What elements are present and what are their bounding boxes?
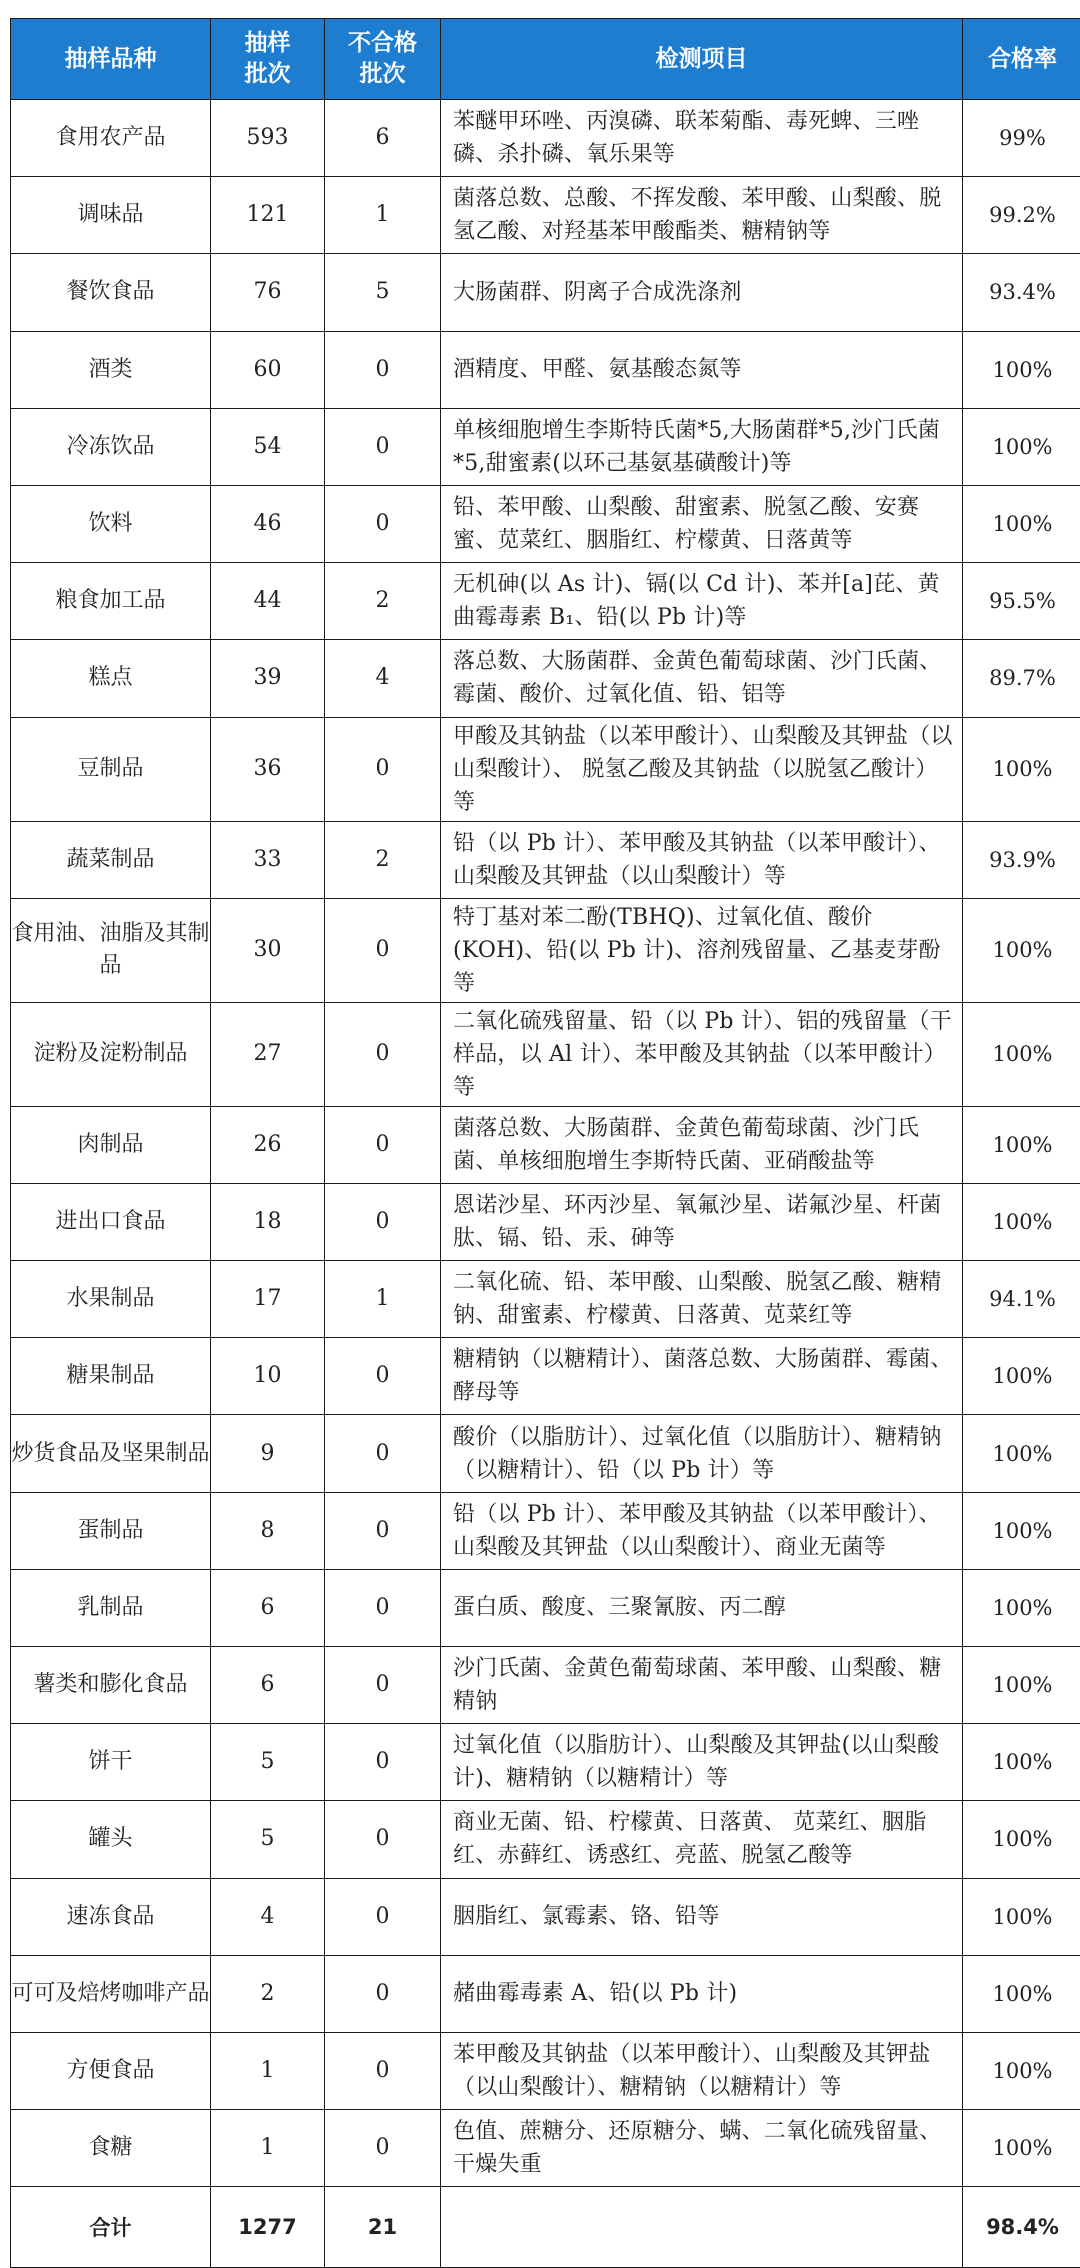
cell-failed: 2 bbox=[325, 563, 441, 640]
cell-category: 炒货食品及坚果制品 bbox=[11, 1415, 211, 1492]
header-sampled-line1: 抽样 bbox=[245, 30, 291, 56]
cell-items: 苯醚甲环唑、丙溴磷、联苯菊酯、毒死蜱、三唑磷、杀扑磷、氧乐果等 bbox=[441, 100, 963, 177]
cell-sampled: 46 bbox=[211, 485, 325, 562]
header-rate: 合格率 bbox=[963, 19, 1080, 100]
table-header bbox=[11, 19, 1080, 100]
cell-category: 速冻食品 bbox=[11, 1878, 211, 1955]
cell-rate: 100% bbox=[963, 1002, 1080, 1106]
cell-rate: 100% bbox=[963, 1724, 1080, 1801]
cell-rate: 100% bbox=[963, 2032, 1080, 2109]
cell-failed: 0 bbox=[325, 1878, 441, 1955]
total-items bbox=[441, 2187, 963, 2268]
cell-items: 铅（以 Pb 计）、苯甲酸及其钠盐（以苯甲酸计）、山梨酸及其钾盐（以山梨酸计）等 bbox=[441, 821, 963, 898]
cell-rate: 100% bbox=[963, 408, 1080, 485]
header-row bbox=[11, 19, 1080, 100]
cell-category: 乳制品 bbox=[11, 1569, 211, 1646]
cell-failed: 4 bbox=[325, 640, 441, 717]
cell-rate: 94.1% bbox=[963, 1261, 1080, 1338]
cell-rate: 93.4% bbox=[963, 254, 1080, 331]
cell-rate: 100% bbox=[963, 1801, 1080, 1878]
cell-category: 粮食加工品 bbox=[11, 563, 211, 640]
cell-items: 沙门氏菌、金黄色葡萄球菌、苯甲酸、山梨酸、糖精钠 bbox=[441, 1647, 963, 1724]
cell-category: 淀粉及淀粉制品 bbox=[11, 1002, 211, 1106]
total-row bbox=[11, 2187, 1080, 2268]
cell-sampled: 44 bbox=[211, 563, 325, 640]
inspection-table bbox=[10, 18, 1080, 2268]
cell-items: 恩诺沙星、环丙沙星、氧氟沙星、诺氟沙星、杆菌肽、镉、铅、汞、砷等 bbox=[441, 1183, 963, 1260]
cell-failed: 0 bbox=[325, 408, 441, 485]
cell-sampled: 36 bbox=[211, 717, 325, 821]
cell-category: 水果制品 bbox=[11, 1261, 211, 1338]
cell-failed: 0 bbox=[325, 1647, 441, 1724]
cell-rate: 99.2% bbox=[963, 177, 1080, 254]
header-failed bbox=[325, 19, 441, 100]
cell-sampled: 6 bbox=[211, 1647, 325, 1724]
cell-failed: 0 bbox=[325, 717, 441, 821]
cell-items: 胭脂红、氯霉素、铬、铅等 bbox=[441, 1878, 963, 1955]
table-row bbox=[11, 485, 1080, 562]
cell-items: 大肠菌群、阴离子合成洗涤剂 bbox=[441, 254, 963, 331]
cell-failed: 0 bbox=[325, 1569, 441, 1646]
cell-category: 食糖 bbox=[11, 2110, 211, 2187]
table-row bbox=[11, 821, 1080, 898]
cell-failed: 0 bbox=[325, 1801, 441, 1878]
cell-failed: 6 bbox=[325, 100, 441, 177]
cell-failed: 2 bbox=[325, 821, 441, 898]
cell-failed: 0 bbox=[325, 1415, 441, 1492]
cell-failed: 0 bbox=[325, 1492, 441, 1569]
cell-sampled: 5 bbox=[211, 1724, 325, 1801]
header-failed-line2: 批次 bbox=[360, 61, 406, 87]
cell-category: 蛋制品 bbox=[11, 1492, 211, 1569]
table-row bbox=[11, 2032, 1080, 2109]
total-failed: 21 bbox=[325, 2187, 441, 2268]
cell-items: 糖精钠（以糖精计）、菌落总数、大肠菌群、霉菌、酵母等 bbox=[441, 1338, 963, 1415]
cell-rate: 100% bbox=[963, 717, 1080, 821]
cell-rate: 100% bbox=[963, 1569, 1080, 1646]
cell-sampled: 27 bbox=[211, 1002, 325, 1106]
table-row bbox=[11, 408, 1080, 485]
cell-rate: 100% bbox=[963, 1878, 1080, 1955]
cell-category: 食用油、油脂及其制品 bbox=[11, 898, 211, 1002]
cell-sampled: 54 bbox=[211, 408, 325, 485]
cell-category: 饼干 bbox=[11, 1724, 211, 1801]
cell-rate: 100% bbox=[963, 1955, 1080, 2032]
table-row bbox=[11, 1955, 1080, 2032]
total-rate: 98.4% bbox=[963, 2187, 1080, 2268]
cell-failed: 0 bbox=[325, 1002, 441, 1106]
cell-failed: 0 bbox=[325, 2032, 441, 2109]
cell-rate: 100% bbox=[963, 1647, 1080, 1724]
cell-category: 蔬菜制品 bbox=[11, 821, 211, 898]
cell-sampled: 4 bbox=[211, 1878, 325, 1955]
cell-category: 糕点 bbox=[11, 640, 211, 717]
cell-items: 特丁基对苯二酚(TBHQ)、过氧化值、酸价(KOH)、铅(以 Pb 计)、溶剂残留量、乙基麦芽酚等 bbox=[441, 898, 963, 1002]
cell-items: 酒精度、甲醛、氨基酸态氮等 bbox=[441, 331, 963, 408]
cell-failed: 0 bbox=[325, 898, 441, 1002]
cell-category: 方便食品 bbox=[11, 2032, 211, 2109]
cell-failed: 0 bbox=[325, 485, 441, 562]
cell-items: 落总数、大肠菌群、金黄色葡萄球菌、沙门氏菌、霉菌、酸价、过氧化值、铅、铝等 bbox=[441, 640, 963, 717]
cell-sampled: 121 bbox=[211, 177, 325, 254]
cell-sampled: 26 bbox=[211, 1106, 325, 1183]
total-label: 合计 bbox=[11, 2187, 211, 2268]
table-row bbox=[11, 1183, 1080, 1260]
cell-failed: 0 bbox=[325, 1183, 441, 1260]
table-row bbox=[11, 717, 1080, 821]
cell-sampled: 5 bbox=[211, 1801, 325, 1878]
cell-rate: 99% bbox=[963, 100, 1080, 177]
table-row bbox=[11, 1801, 1080, 1878]
table-row bbox=[11, 1261, 1080, 1338]
cell-sampled: 60 bbox=[211, 331, 325, 408]
cell-items: 无机砷(以 As 计)、镉(以 Cd 计)、苯并[a]芘、黄曲霉毒素 B₁、铅(以 Pb 计)等 bbox=[441, 563, 963, 640]
cell-items: 色值、蔗糖分、还原糖分、螨、二氧化硫残留量、干燥失重 bbox=[441, 2110, 963, 2187]
cell-items: 铅、苯甲酸、山梨酸、甜蜜素、脱氢乙酸、安赛蜜、苋菜红、胭脂红、柠檬黄、日落黄等 bbox=[441, 485, 963, 562]
table-row bbox=[11, 1647, 1080, 1724]
cell-sampled: 9 bbox=[211, 1415, 325, 1492]
cell-rate: 100% bbox=[963, 1492, 1080, 1569]
cell-failed: 0 bbox=[325, 1338, 441, 1415]
cell-rate: 100% bbox=[963, 1338, 1080, 1415]
cell-rate: 100% bbox=[963, 485, 1080, 562]
cell-items: 过氧化值（以脂肪计）、山梨酸及其钾盐(以山梨酸计)、糖精钠（以糖精计）等 bbox=[441, 1724, 963, 1801]
cell-items: 菌落总数、大肠菌群、金黄色葡萄球菌、沙门氏菌、单核细胞增生李斯特氏菌、亚硝酸盐等 bbox=[441, 1106, 963, 1183]
table-row bbox=[11, 1878, 1080, 1955]
cell-items: 苯甲酸及其钠盐（以苯甲酸计）、山梨酸及其钾盐（以山梨酸计）、糖精钠（以糖精计）等 bbox=[441, 2032, 963, 2109]
cell-sampled: 1 bbox=[211, 2032, 325, 2109]
cell-items: 铅（以 Pb 计）、苯甲酸及其钠盐（以苯甲酸计）、山梨酸及其钾盐（以山梨酸计）、商业无菌等 bbox=[441, 1492, 963, 1569]
cell-sampled: 18 bbox=[211, 1183, 325, 1260]
header-items: 检测项目 bbox=[441, 19, 963, 100]
cell-category: 可可及焙烤咖啡产品 bbox=[11, 1955, 211, 2032]
cell-rate: 93.9% bbox=[963, 821, 1080, 898]
table-row bbox=[11, 1338, 1080, 1415]
cell-sampled: 33 bbox=[211, 821, 325, 898]
table-row bbox=[11, 2110, 1080, 2187]
cell-failed: 0 bbox=[325, 331, 441, 408]
cell-sampled: 593 bbox=[211, 100, 325, 177]
cell-items: 商业无菌、铅、柠檬黄、日落黄、 苋菜红、胭脂红、赤藓红、诱惑红、亮蓝、脱氢乙酸等 bbox=[441, 1801, 963, 1878]
cell-items: 蛋白质、酸度、三聚氰胺、丙二醇 bbox=[441, 1569, 963, 1646]
cell-sampled: 8 bbox=[211, 1492, 325, 1569]
cell-category: 罐头 bbox=[11, 1801, 211, 1878]
cell-category: 豆制品 bbox=[11, 717, 211, 821]
cell-rate: 100% bbox=[963, 1415, 1080, 1492]
table-row bbox=[11, 1724, 1080, 1801]
cell-category: 调味品 bbox=[11, 177, 211, 254]
table-row bbox=[11, 563, 1080, 640]
table-body bbox=[11, 100, 1080, 2187]
cell-items: 酸价（以脂肪计）、过氧化值（以脂肪计）、糖精钠（以糖精计）、铅（以 Pb 计）等 bbox=[441, 1415, 963, 1492]
table-row bbox=[11, 1415, 1080, 1492]
cell-sampled: 2 bbox=[211, 1955, 325, 2032]
table-row bbox=[11, 1492, 1080, 1569]
cell-category: 冷冻饮品 bbox=[11, 408, 211, 485]
cell-sampled: 30 bbox=[211, 898, 325, 1002]
cell-sampled: 76 bbox=[211, 254, 325, 331]
cell-category: 饮料 bbox=[11, 485, 211, 562]
table-row bbox=[11, 640, 1080, 717]
header-sampled bbox=[211, 19, 325, 100]
cell-sampled: 6 bbox=[211, 1569, 325, 1646]
cell-failed: 0 bbox=[325, 1724, 441, 1801]
cell-items: 菌落总数、总酸、不挥发酸、苯甲酸、山梨酸、脱氢乙酸、对羟基苯甲酸酯类、糖精钠等 bbox=[441, 177, 963, 254]
header-sampled-line2: 批次 bbox=[245, 61, 291, 87]
cell-rate: 100% bbox=[963, 2110, 1080, 2187]
cell-items: 赭曲霉毒素 A、铅(以 Pb 计) bbox=[441, 1955, 963, 2032]
cell-items: 二氧化硫、铅、苯甲酸、山梨酸、脱氢乙酸、糖精钠、甜蜜素、柠檬黄、日落黄、苋菜红等 bbox=[441, 1261, 963, 1338]
cell-failed: 0 bbox=[325, 2110, 441, 2187]
table-footer bbox=[11, 2187, 1080, 2268]
header-category: 抽样品种 bbox=[11, 19, 211, 100]
cell-rate: 100% bbox=[963, 1183, 1080, 1260]
cell-sampled: 39 bbox=[211, 640, 325, 717]
total-sampled: 1277 bbox=[211, 2187, 325, 2268]
cell-category: 薯类和膨化食品 bbox=[11, 1647, 211, 1724]
cell-category: 肉制品 bbox=[11, 1106, 211, 1183]
cell-items: 二氧化硫残留量、铅（以 Pb 计）、铝的残留量（干样品，以 Al 计）、苯甲酸及其钠盐（以苯甲酸计）等 bbox=[441, 1002, 963, 1106]
table-row bbox=[11, 1569, 1080, 1646]
table-row bbox=[11, 331, 1080, 408]
cell-rate: 100% bbox=[963, 331, 1080, 408]
cell-category: 酒类 bbox=[11, 331, 211, 408]
cell-items: 甲酸及其钠盐（以苯甲酸计）、山梨酸及其钾盐（以山梨酸计）、 脱氢乙酸及其钠盐（以脱氢乙酸计）等 bbox=[441, 717, 963, 821]
header-failed-line1: 不合格 bbox=[348, 30, 417, 56]
table-row bbox=[11, 1002, 1080, 1106]
cell-sampled: 1 bbox=[211, 2110, 325, 2187]
cell-rate: 100% bbox=[963, 898, 1080, 1002]
table-row bbox=[11, 1106, 1080, 1183]
cell-rate: 95.5% bbox=[963, 563, 1080, 640]
table-row bbox=[11, 254, 1080, 331]
table-container bbox=[10, 18, 1080, 2268]
table-row bbox=[11, 898, 1080, 1002]
cell-failed: 5 bbox=[325, 254, 441, 331]
cell-failed: 0 bbox=[325, 1955, 441, 2032]
cell-category: 餐饮食品 bbox=[11, 254, 211, 331]
cell-sampled: 10 bbox=[211, 1338, 325, 1415]
table-row bbox=[11, 100, 1080, 177]
cell-failed: 0 bbox=[325, 1106, 441, 1183]
cell-failed: 1 bbox=[325, 1261, 441, 1338]
table-row bbox=[11, 177, 1080, 254]
cell-category: 糖果制品 bbox=[11, 1338, 211, 1415]
cell-rate: 100% bbox=[963, 1106, 1080, 1183]
cell-rate: 89.7% bbox=[963, 640, 1080, 717]
cell-category: 进出口食品 bbox=[11, 1183, 211, 1260]
cell-sampled: 17 bbox=[211, 1261, 325, 1338]
cell-items: 单核细胞增生李斯特氏菌*5,大肠菌群*5,沙门氏菌*5,甜蜜素(以环己基氨基磺酸计)等 bbox=[441, 408, 963, 485]
cell-failed: 1 bbox=[325, 177, 441, 254]
cell-category: 食用农产品 bbox=[11, 100, 211, 177]
